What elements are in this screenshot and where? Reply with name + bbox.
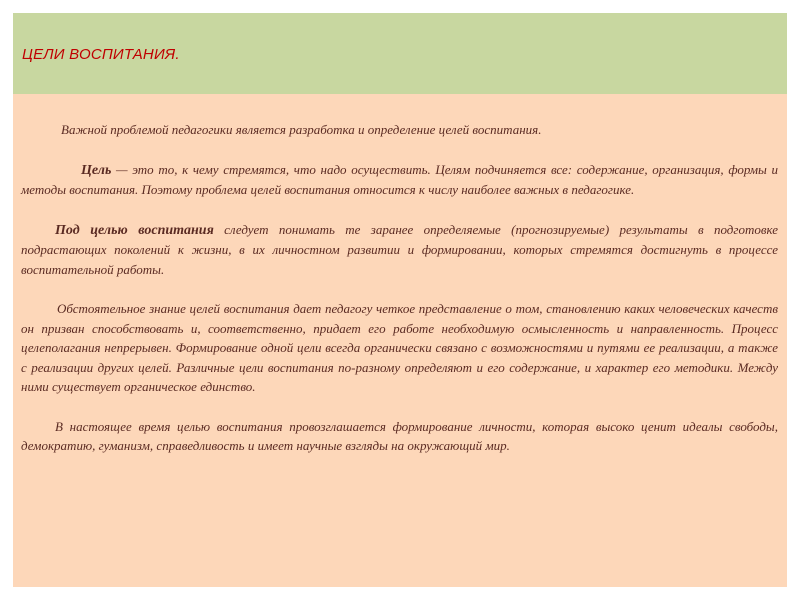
title-bar xyxy=(13,13,787,94)
paragraph-5-text: В настоящее время целью воспитания провозглашается формирование личности, которая высоко ценит идеалы свободы, демократию, гуманизм, справедливость и имеет научные взгляды на окружающий мир. xyxy=(21,418,778,453)
term-goal-of-education: Под целью воспитания xyxy=(55,222,214,238)
paragraph-1 xyxy=(21,120,778,140)
paragraph-3 xyxy=(21,220,778,280)
paragraph-4-text: Обстоятельное знание целей воспитания дает педагогу четкое представление о том, становлению каких человеческих качеств он призван способствовать и, соответственно, придает его работе необходимую осмысленность и направленность. Процесс целеполагания непрерывен. Формирование одной цели всегда органически связано с возможностями и путями ее реализации, а также с реализации других целей. Различные цели воспитания по-разному определяют и его содержание, и характер его методики. Между ними существует органическое единство. xyxy=(21,301,778,394)
paragraph-2 xyxy=(21,160,778,200)
slide-body xyxy=(21,120,778,456)
paragraph-3-text: следует понимать те заранее определяемые (прогнозируемые) результаты в подготовке подрастающих поколений к жизни, в их личностном развитии и формировании, которых стремятся достигнуть в процессе воспитательной работы. xyxy=(21,221,779,277)
slide xyxy=(13,13,787,587)
paragraph-4 xyxy=(21,299,778,397)
paragraph-1-text: Важной проблемой педагогики является разработка и определение целей воспитания. xyxy=(61,122,542,137)
paragraph-2-text: — это то, к чему стремятся, что надо осуществить. Целям подчиняется все: содержание, организация, формы и методы воспитания. Поэтому проблема целей воспитания относится к числу наиболее важных в педагогике. xyxy=(21,161,778,197)
term-goal: Цель xyxy=(81,162,112,178)
paragraph-5 xyxy=(21,417,778,456)
slide-title: ЦЕЛИ ВОСПИТАНИЯ. xyxy=(22,46,180,63)
